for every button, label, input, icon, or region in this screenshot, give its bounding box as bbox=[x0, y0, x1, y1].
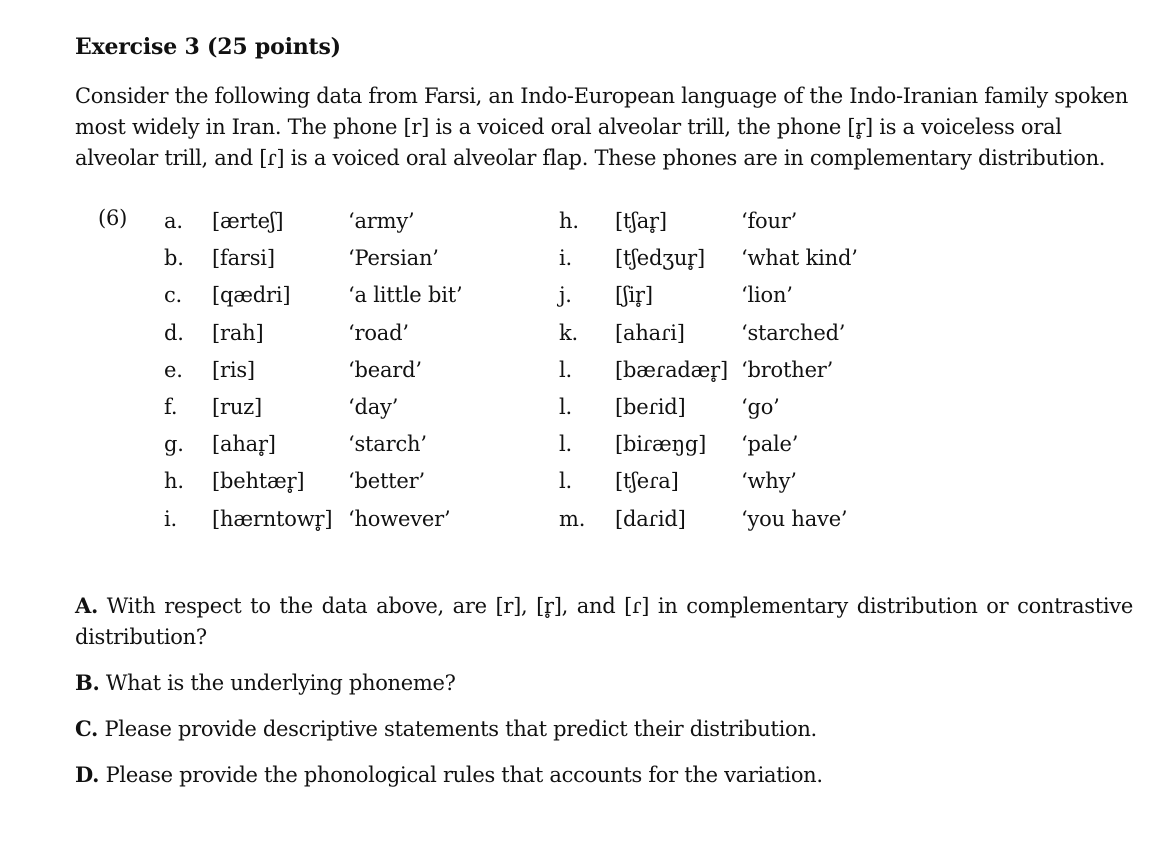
data-row bbox=[0, 392, 1164, 429]
item-form: [ris] bbox=[212, 357, 255, 382]
data-row bbox=[0, 280, 1164, 317]
intro-paragraph: Consider the following data from Farsi, an Indo-European language of the Indo-Iranian family spoken most widely in Iran. The phone [r] is a voiced oral alveolar trill, the phone [r̥] is a voiceless oral alveolar trill, and [ɾ] is a voiced oral alveolar flap. These phones are in complementary distribution. bbox=[75, 84, 1129, 170]
data-row bbox=[0, 466, 1164, 503]
question-c bbox=[75, 713, 1133, 745]
data-row bbox=[0, 243, 1164, 280]
item-gloss: ‘starch’ bbox=[348, 432, 427, 457]
item-gloss: ‘you have’ bbox=[741, 506, 848, 531]
item-gloss: ‘brother’ bbox=[741, 357, 834, 382]
item-label: h. bbox=[559, 209, 579, 233]
question-label: D. bbox=[75, 762, 100, 787]
question-a bbox=[75, 590, 1133, 653]
item-label: i. bbox=[559, 246, 572, 271]
item-gloss: ‘Persian’ bbox=[348, 246, 439, 271]
item-label: b. bbox=[164, 246, 184, 271]
item-label: a. bbox=[164, 209, 183, 233]
item-label: l. bbox=[559, 357, 572, 382]
item-gloss: ‘pale’ bbox=[741, 432, 799, 457]
item-label: l. bbox=[559, 394, 572, 419]
item-label: l. bbox=[559, 432, 572, 457]
item-gloss: ‘however’ bbox=[348, 506, 451, 531]
item-gloss: ‘why’ bbox=[741, 469, 797, 494]
item-label: m. bbox=[559, 506, 586, 531]
question-d bbox=[75, 759, 1133, 791]
data-row bbox=[0, 355, 1164, 392]
data-row bbox=[0, 206, 1164, 243]
data-row bbox=[0, 318, 1164, 355]
item-label: e. bbox=[164, 357, 183, 382]
data-row bbox=[0, 504, 1164, 541]
item-label: c. bbox=[164, 283, 183, 308]
item-label: h. bbox=[164, 469, 184, 494]
item-form: [daɾid] bbox=[615, 506, 686, 531]
item-form: [tʃar̥] bbox=[615, 209, 667, 233]
item-form: [ahaɾi] bbox=[615, 320, 685, 345]
example-number: (6) bbox=[98, 206, 128, 230]
item-form: [qædri] bbox=[212, 283, 291, 308]
item-gloss: ‘army’ bbox=[348, 209, 415, 233]
item-gloss: ‘go’ bbox=[741, 394, 780, 419]
item-gloss: ‘what kind’ bbox=[741, 246, 858, 271]
item-label: j. bbox=[559, 283, 572, 308]
item-gloss: ‘four’ bbox=[741, 209, 798, 233]
item-form: [behtær̥] bbox=[212, 469, 305, 494]
question-b bbox=[75, 667, 1133, 699]
question-text: With respect to the data above, are [r], [r̥], and [ɾ] in complementary distribution or contrastive distribution? bbox=[75, 594, 1133, 649]
item-form: [beɾid] bbox=[615, 394, 686, 419]
data-column-right bbox=[0, 206, 1164, 541]
item-gloss: ‘road’ bbox=[348, 320, 409, 345]
item-form: [ærteʃ] bbox=[212, 209, 284, 233]
item-label: g. bbox=[164, 432, 184, 457]
item-form: [rah] bbox=[212, 320, 264, 345]
item-form: [farsi] bbox=[212, 246, 275, 271]
item-form: [ahar̥] bbox=[212, 432, 276, 457]
question-label: A. bbox=[75, 593, 99, 618]
item-form: [bæɾadær̥] bbox=[615, 357, 729, 382]
item-gloss: ‘day’ bbox=[348, 394, 399, 419]
question-list bbox=[75, 590, 1133, 805]
question-label: B. bbox=[75, 670, 100, 695]
data-row bbox=[0, 429, 1164, 466]
question-text: Please provide the phonological rules that accounts for the variation. bbox=[105, 763, 823, 787]
item-form: [tʃeɾa] bbox=[615, 469, 679, 494]
question-text: Please provide descriptive statements that predict their distribution. bbox=[104, 717, 817, 741]
item-label: d. bbox=[164, 320, 184, 345]
item-gloss: ‘lion’ bbox=[741, 283, 793, 308]
exercise-heading: Exercise 3 (25 points) bbox=[75, 34, 341, 60]
item-label: l. bbox=[559, 469, 572, 494]
item-form: [biɾæŋg] bbox=[615, 432, 707, 457]
item-gloss: ‘starched’ bbox=[741, 320, 846, 345]
item-label: f. bbox=[164, 394, 178, 419]
item-form: [hærntowr̥] bbox=[212, 506, 333, 531]
item-gloss: ‘better’ bbox=[348, 469, 425, 494]
item-label: k. bbox=[559, 320, 579, 345]
item-label: i. bbox=[164, 506, 177, 531]
item-gloss: ‘a little bit’ bbox=[348, 283, 463, 308]
question-label: C. bbox=[75, 716, 99, 741]
item-form: [tʃedʒur̥] bbox=[615, 246, 706, 271]
item-form: [ʃir̥] bbox=[615, 283, 653, 308]
item-form: [ruz] bbox=[212, 394, 263, 419]
item-gloss: ‘beard’ bbox=[348, 357, 422, 382]
question-text: What is the underlying phoneme? bbox=[105, 671, 456, 695]
